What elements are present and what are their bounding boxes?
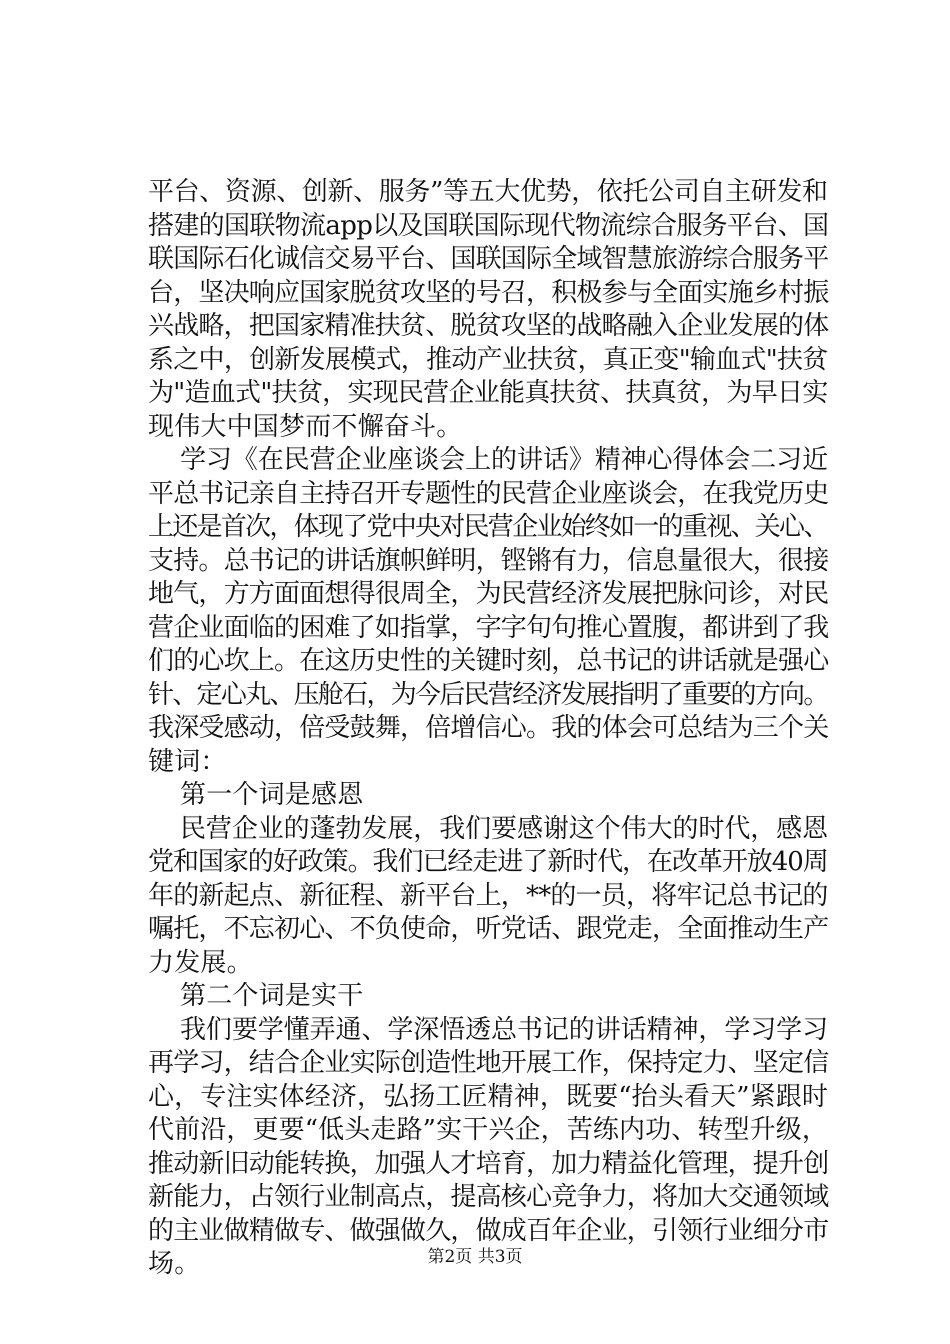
text-line: 我们要学懂弄通、学深悟透总书记的讲话精神，学习学习 bbox=[180, 1014, 829, 1045]
text-line: 台，坚决响应国家脱贫攻坚的号召，积极参与全面实施乡村振 bbox=[148, 277, 829, 308]
text-line: 平总书记亲自主持召开专题性的民营企业座谈会，在我党历史 bbox=[148, 478, 829, 509]
text-line: 兴战略，把国家精准扶贫、脱贫攻坚的战略融入企业发展的体 bbox=[148, 311, 829, 341]
text-line: 场。 bbox=[148, 1249, 201, 1279]
text-line: 第一个词是感恩 bbox=[180, 780, 364, 810]
page-footer: 第2页 共3页 bbox=[427, 1247, 523, 1267]
text-line: 代前沿，更要“低头走路”实干兴企，苦练内功、转型升级， bbox=[148, 1115, 828, 1145]
text-line: 的主业做精做专、做强做久，做成百年企业，引领行业细分市 bbox=[148, 1215, 829, 1246]
text-line: 现伟大中国梦而不懈奋斗。 bbox=[148, 411, 463, 442]
text-line: 新能力，占领行业制高点，提高核心竞争力，将加大交通领域 bbox=[148, 1182, 829, 1212]
text-line: 平台、资源、创新、服务”等五大优势，依托公司自主研发和 bbox=[148, 177, 828, 207]
text-line: 系之中，创新发展模式，推动产业扶贫，真正变"输血式"扶贫 bbox=[148, 344, 828, 375]
text-line: 第二个词是实干 bbox=[180, 981, 364, 1011]
text-line: 上还是首次，体现了党中央对民营企业始终如一的重视、关心、 bbox=[148, 512, 828, 542]
text-line: 年的新起点、新征程、新平台上，**的一员，将牢记总书记的 bbox=[148, 880, 828, 911]
text-line: 支持。总书记的讲话旗帜鲜明，铿锵有力，信息量很大，很接 bbox=[148, 545, 829, 576]
document-body bbox=[148, 176, 828, 1282]
text-line: 搭建的国联物流app以及国联国际现代物流综合服务平台、国 bbox=[148, 210, 829, 241]
text-line: 我深受感动，倍受鼓舞，倍增信心。我的体会可总结为三个关 bbox=[148, 713, 829, 743]
text-line: 民营企业的蓬勃发展，我们要感谢这个伟大的时代，感恩 bbox=[180, 813, 829, 844]
text-line: 力发展。 bbox=[148, 947, 253, 978]
text-line: 心，专注实体经济，弘扬工匠精神，既要“抬头看天”紧跟时 bbox=[148, 1081, 828, 1112]
text-line: 学习《在民营企业座谈会上的讲话》精神心得体会二习近 bbox=[180, 445, 829, 475]
text-line: 推动新旧动能转换，加强人才培育，加力精益化管理，提升创 bbox=[148, 1148, 829, 1179]
text-line: 针、定心丸、压舱石，为今后民营经济发展指明了重要的方向。 bbox=[148, 679, 828, 710]
text-line: 嘱托，不忘初心、不负使命，听党话、跟党走，全面推动生产 bbox=[148, 914, 829, 944]
text-line: 再学习，结合企业实际创造性地开展工作，保持定力、坚定信 bbox=[148, 1048, 829, 1078]
text-line: 地气，方方面面想得很周全，为民营经济发展把脉问诊，对民 bbox=[148, 579, 829, 609]
text-line: 营企业面临的困难了如指掌，字字句句推心置腹，都讲到了我 bbox=[148, 612, 829, 643]
text-line: 们的心坎上。在这历史性的关键时刻，总书记的讲话就是强心 bbox=[148, 646, 829, 676]
text-line: 联国际石化诚信交易平台、国联国际全域智慧旅游综合服务平 bbox=[148, 244, 829, 274]
text-line: 键词： bbox=[148, 746, 227, 777]
text-line: 党和国家的好政策。我们已经走进了新时代，在改革开放40周 bbox=[148, 847, 828, 877]
text-line: 为"造血式"扶贫，实现民营企业能真扶贫、扶真贫，为早日实 bbox=[148, 378, 828, 408]
